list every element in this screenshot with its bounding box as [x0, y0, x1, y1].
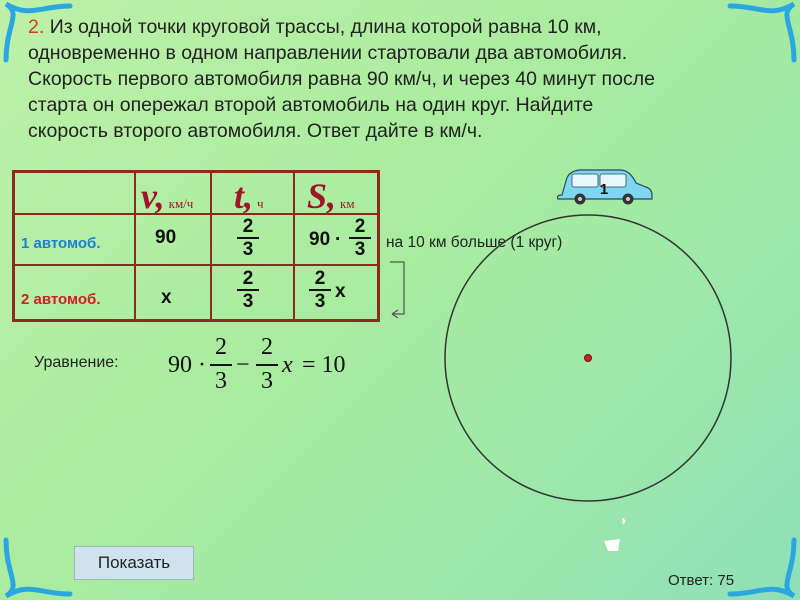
car2-velocity: х [161, 287, 172, 308]
table-divider [210, 173, 212, 319]
eq-den2: 3 [261, 368, 273, 394]
eq-dot: · [198, 352, 206, 378]
track-center-dot [585, 355, 592, 362]
equation-label: Уравнение: [34, 354, 119, 371]
eq-x: x [282, 352, 293, 378]
car-label: 1 [599, 181, 609, 198]
table-divider [293, 173, 295, 319]
circular-track [440, 165, 790, 585]
problem-line-2: одновременно в одном направлении стартовали два автомобиля. [28, 42, 628, 64]
car1-time-fraction: 2 3 [239, 217, 257, 259]
decor-mark [622, 517, 626, 525]
car1-distance-fraction: 2 3 [351, 217, 369, 259]
problem-line-3: Скорость первого автомобиля равна 90 км/ч, и через 40 минут после [28, 68, 655, 90]
answer-label: Ответ: [668, 572, 714, 589]
table-divider [15, 264, 377, 266]
eq-fraction-bar [210, 364, 232, 366]
show-button[interactable]: Показать [74, 546, 194, 580]
problem-line-1: Из одной точки круговой трассы, длина которой равна 10 км, [49, 16, 602, 38]
row-label-car1: 1 автомоб. [21, 235, 101, 252]
answer-value: 75 [717, 572, 735, 589]
multiply-dot: · [335, 229, 342, 250]
problem-number: 2. [28, 16, 45, 38]
problem-text [28, 14, 773, 144]
eq-num2: 2 [261, 334, 273, 360]
eq-fraction-bar [256, 364, 278, 366]
header-distance: S, км [307, 176, 355, 216]
eq-rhs: = 10 [302, 352, 346, 378]
answer [668, 572, 734, 589]
header-time: t, ч [234, 176, 264, 216]
solution-table [12, 170, 380, 322]
car2-distance-fraction: 2 3 [311, 269, 329, 311]
eq-den1: 3 [215, 368, 227, 394]
problem-line-5: скорость второго автомобиля. Ответ дайте в км/ч. [28, 120, 483, 142]
eq-num1: 2 [215, 334, 227, 360]
eq-coef: 90 [168, 352, 192, 378]
table-divider [134, 173, 136, 319]
car1-velocity: 90 [155, 227, 177, 248]
eq-minus: − [236, 352, 250, 378]
row-label-car2: 2 автомоб. [21, 291, 101, 308]
header-velocity: v, км/ч [141, 176, 194, 216]
car1-distance-prefix: 90 [309, 229, 331, 250]
bracket-arrow [384, 258, 424, 318]
decor-mark [604, 539, 620, 551]
car2-time-fraction: 2 3 [239, 269, 257, 311]
problem-line-4: старта он опережал второй автомобиль на один круг. Найдите [28, 94, 594, 116]
difference-note: на 10 км больше (1 круг) [386, 234, 563, 251]
car2-distance-x: х [335, 281, 346, 302]
